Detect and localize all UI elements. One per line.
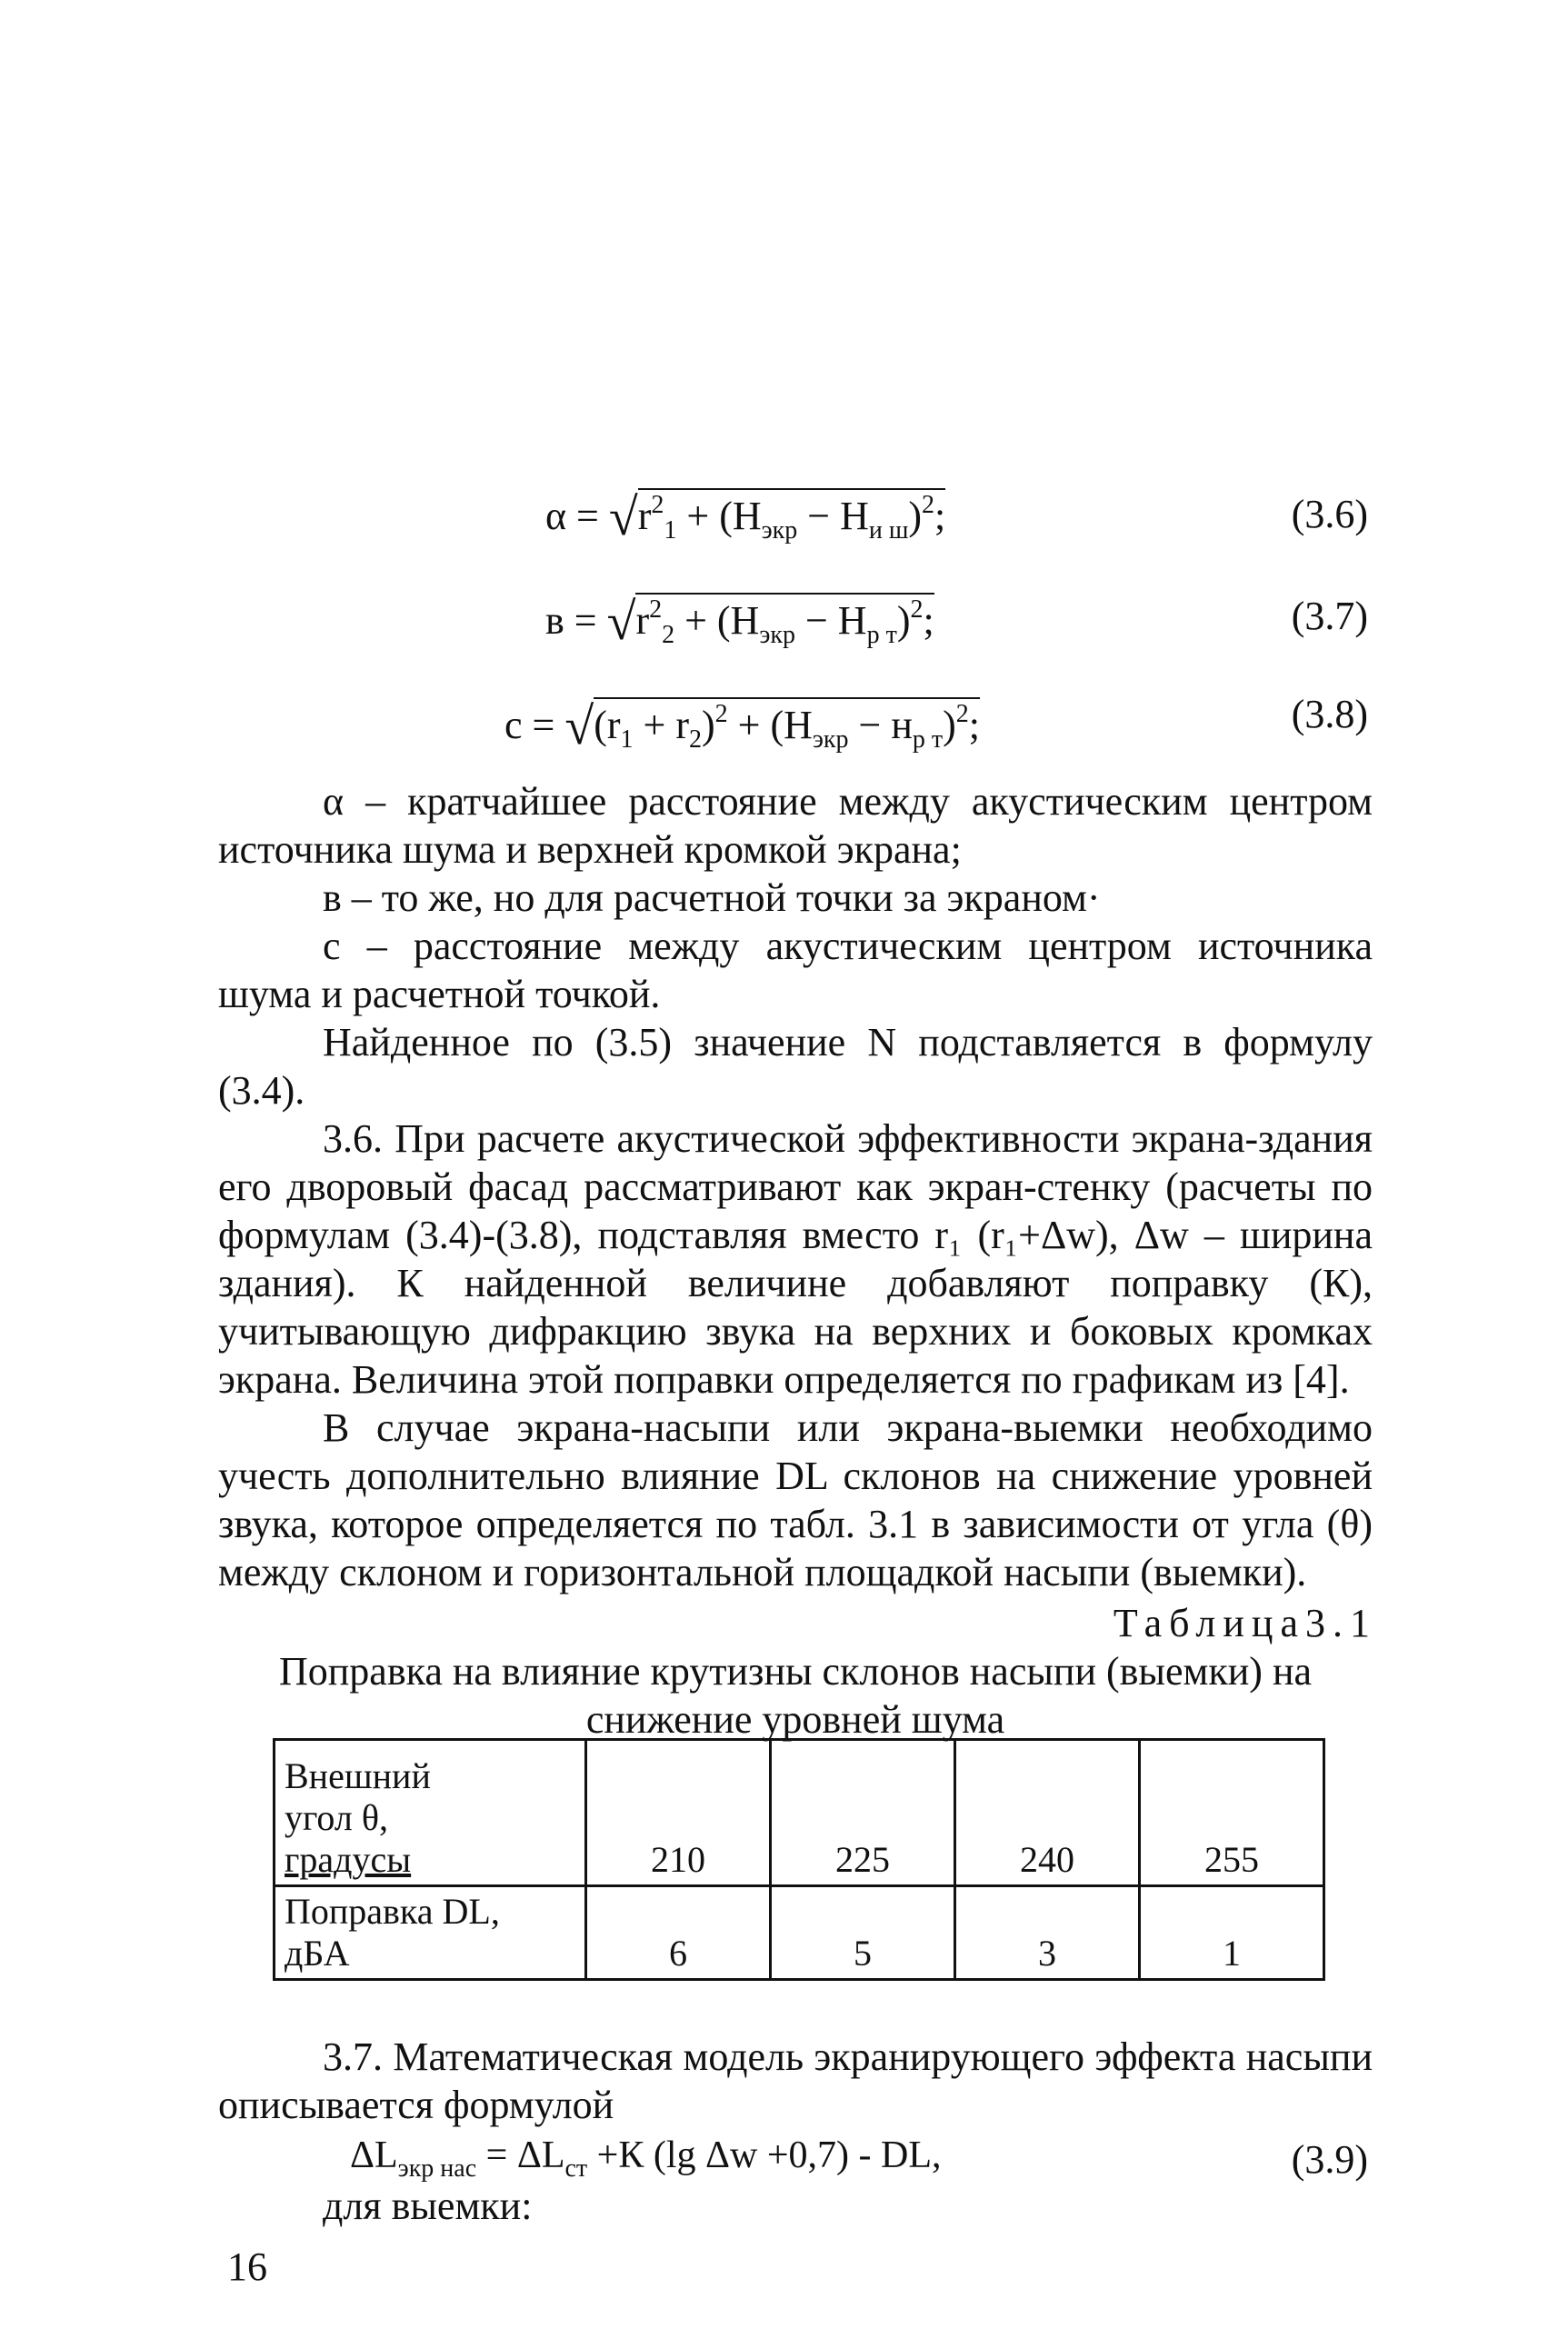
table-cell: 1	[1140, 1886, 1324, 1980]
paragraph-n: Найденное по (3.5) значение N подставляется в формулу (3.4).	[218, 1020, 1373, 1113]
radical-sign: √	[564, 696, 594, 755]
radicand: $(r_1 + r_2)^2 + (H_{экр} - н_{р т})^2$;	[594, 697, 980, 747]
definition-v: в – то же, но для расчетной точки за экраном·	[323, 875, 1101, 920]
equation-number: (3.8)	[1291, 692, 1368, 736]
equation-number: (3.9)	[1291, 2137, 1368, 2182]
table-cell: 210	[586, 1740, 771, 1886]
table-cell: 3	[955, 1886, 1140, 1980]
formula-3-6	[545, 487, 946, 546]
formula-lhs: α =	[545, 494, 599, 538]
definition-c: с – расстояние между акустическим центром источника шума и расчетной точкой.	[218, 924, 1373, 1016]
table-label: Таблица3.1	[1113, 1601, 1377, 1645]
formula-lhs: c =	[504, 703, 555, 747]
angle-header: Внешний угол θ, градусы	[275, 1740, 586, 1886]
section-3-7	[218, 2033, 1373, 2129]
table-cell: 255	[1140, 1740, 1324, 1886]
for-excavation: для выемки:	[323, 2184, 533, 2228]
table-cell: 5	[771, 1886, 955, 1980]
radicand: $r^2_1 + (H_{экр} - H_{и ш})^2$;	[638, 488, 946, 538]
equation-number: (3.7)	[1291, 594, 1368, 638]
equation-number: (3.6)	[1291, 492, 1368, 536]
table-cell: 6	[586, 1886, 771, 1980]
radical-sign: √	[606, 592, 636, 651]
body-text	[218, 777, 1373, 1596]
correction-header: Поправка DL, дБА	[275, 1886, 586, 1980]
formula-3-9: $\Delta L_{экр нас} = \Delta L_{ст} +К$ (lg Δw +0,7) - DL,	[350, 2134, 942, 2183]
table-cell: 225	[771, 1740, 955, 1886]
formula-3-8	[504, 696, 981, 755]
definition-alpha: α – кратчайшее расстояние между акустическим центром источника шума и верхней кромкой экрана;	[218, 779, 1373, 872]
radicand: $r^2_2 + (H_{экр} - H_{р т})^2$;	[635, 593, 934, 643]
paragraph-embankment: В случае экрана-насыпи или экрана-выемки необходимо учесть дополнительно влияние DL склонов на снижение уровней звука, которое определяется по табл. 3.1 в зависимости от угла (θ) между склоном и горизонтальной площадкой насыпи (выемки).	[218, 1405, 1373, 1594]
table-title: Поправка на влияние крутизны склонов насыпи (выемки) на снижение уровней шума	[278, 1649, 1313, 1742]
page-number: 16	[227, 2244, 267, 2289]
table-row	[275, 1740, 1324, 1886]
paragraph-3-6: 3.6. При расчете акустической эффективности экрана-здания его дворовый фасад рассматривают как экран-стенку (расчеты по формулам (3.4)-(3.8), подставляя вместо r₁ (r₁+Δw), Δw – ширина здания). К найденной величине добавляют поправку (К), учитывающую дифракцию звука на верхних и боковых кромках экрана. Величина этой поправки определяется по графикам из [4].	[218, 1116, 1373, 1402]
radical-sign: √	[608, 487, 638, 546]
formula-lhs: в =	[545, 598, 597, 643]
table-row	[275, 1886, 1324, 1980]
formula-3-7	[545, 592, 934, 651]
correction-table	[273, 1738, 1325, 1981]
paragraph-3-7: 3.7. Математическая модель экранирующего эффекта насыпи описывается формулой	[218, 2034, 1373, 2127]
table-cell: 240	[955, 1740, 1140, 1886]
